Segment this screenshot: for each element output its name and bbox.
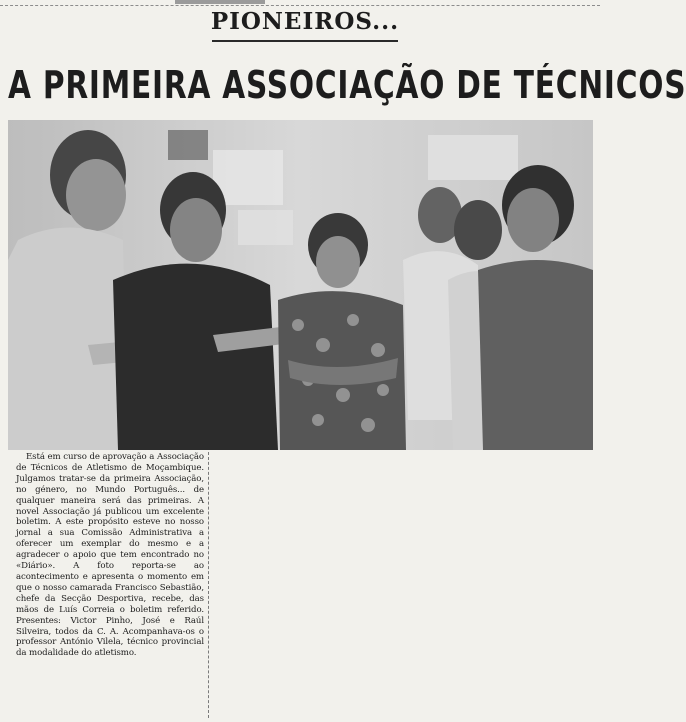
headline: A PRIMEIRA ASSOCIAÇÃO DE TÉCNICOS (8, 63, 686, 107)
photo-illustration (8, 120, 593, 450)
news-photo (8, 120, 593, 450)
top-rule (0, 5, 600, 6)
kicker: PIONEIROS... (210, 8, 400, 35)
top-ornament (175, 0, 265, 4)
kicker-underline (212, 40, 398, 42)
empty-area (210, 452, 600, 722)
article-column (8, 452, 209, 718)
article-body: Está em curso de aprovação a Associação de Técnicos de Atletismo de Moçambique. Julgamos tratar-se da primeira Associação, no género, no Mundo Português... de qualquer maneira será das primeiras. A novel Associação já publicou um excelente boletim. A este propósito esteve no nosso jornal a sua Comissão Administrativa a oferecer um exemplar do mesmo e a agradecer o apoio que tem encontrado no «Diário». A foto reporta-se ao acontecimento e apresenta o momento em que o nosso camarada Francisco Sebastião, chefe da Secção Desportiva, recebe, das mãos de Luís Correia o boletim referido. Presentes: Victor Pinho, José e Raúl Silveira, todos da C. A. Acompanhava-os o professor António Vilela, técnico provincial da modalidade do atletismo. (16, 452, 204, 659)
